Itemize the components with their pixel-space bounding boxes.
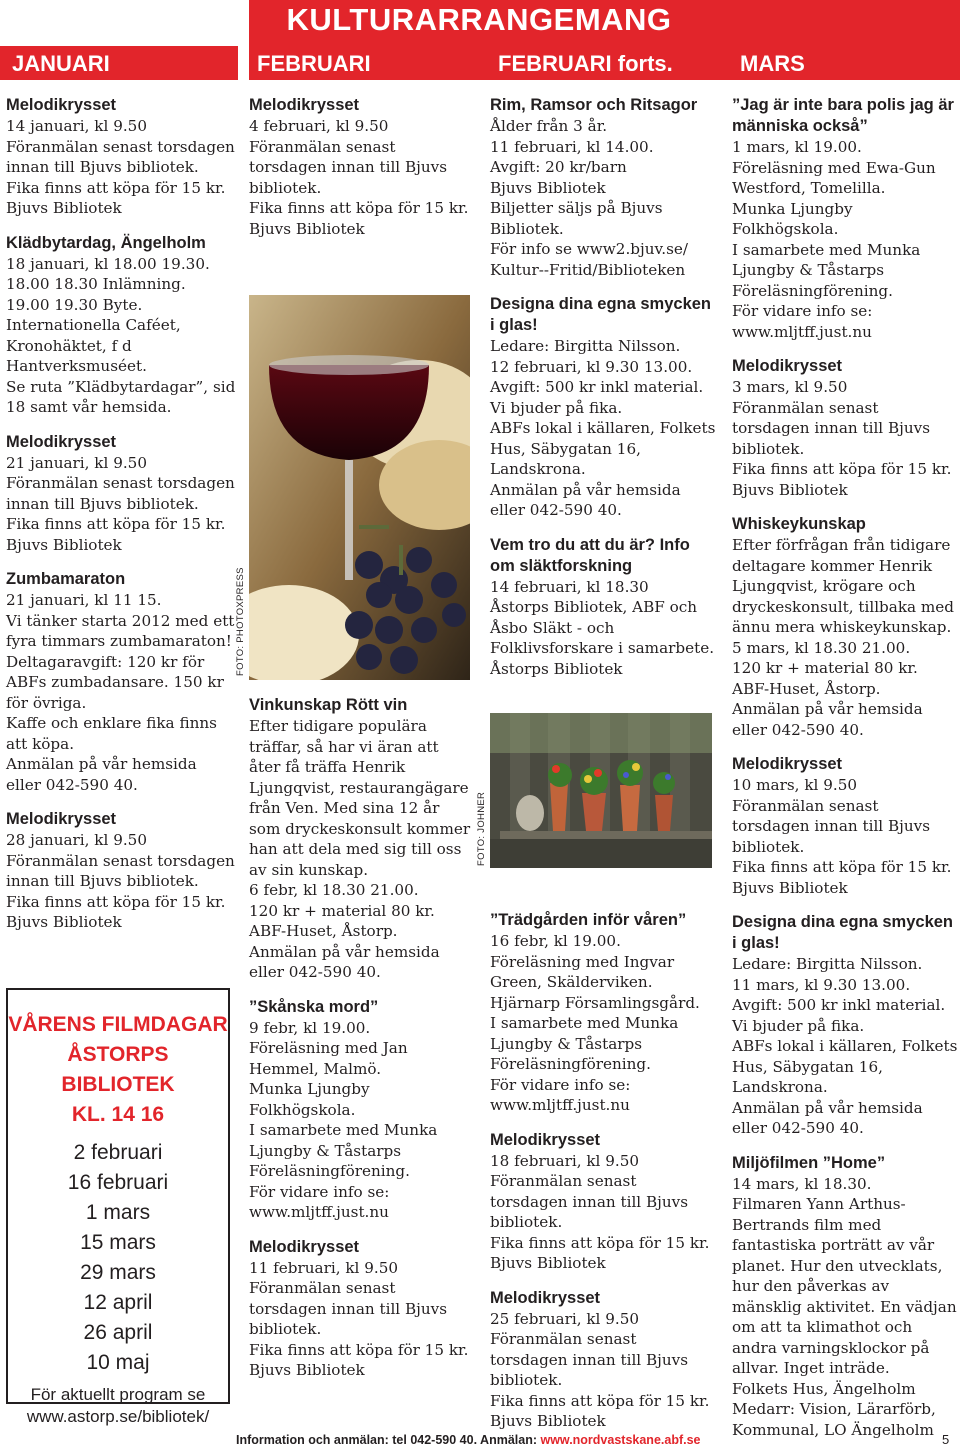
filmdagar-dates bbox=[8, 1138, 228, 1378]
event-detail-line: För vidare info se: bbox=[249, 1182, 390, 1201]
event-entry bbox=[6, 233, 236, 418]
event-detail-line: ABFs lokal i källaren, Folkets Hus, Säbygatan 16, Landskrona. bbox=[490, 419, 716, 478]
event-detail-line: Föranmälan senast torsdagen innan till Bjuvs bibliotek. bbox=[732, 398, 931, 458]
event-title: Klädbytardag, Ängelholm bbox=[6, 233, 206, 252]
photo-credit-photoxpress: FOTO: PHOTOXPRESS bbox=[235, 567, 246, 676]
event-detail-line: Munka Ljungby Folkhögskola. bbox=[249, 1080, 370, 1119]
film-date: 15 mars bbox=[80, 1231, 156, 1254]
event-title: Rim, Ramsor och Ritsagor bbox=[490, 96, 698, 114]
event-detail-line: Bjuvs Bibliotek bbox=[6, 199, 122, 217]
event-detail-line: 9 febr, kl 19.00. bbox=[249, 1018, 371, 1037]
event-detail-line: www.mljtff.just.nu bbox=[490, 1096, 630, 1114]
event-title: Zumbamaraton bbox=[6, 570, 126, 588]
column-februari-top bbox=[249, 95, 474, 253]
event-detail-line: 14 mars, kl 18.30. bbox=[732, 1174, 872, 1193]
event-detail-line: www.mljtff.just.nu bbox=[732, 322, 872, 341]
event-detail-line: Fika finns att köpa för 15 kr. bbox=[6, 515, 226, 533]
event-title: Melodikrysset bbox=[732, 755, 843, 773]
event-title: Melodikrysset bbox=[249, 1237, 360, 1256]
event-detail-line: Föreläsning med Ingvar Green, Skälderviken. bbox=[490, 952, 675, 991]
event-entry bbox=[6, 432, 236, 556]
event-entry bbox=[732, 356, 958, 500]
event-detail-line: Anmälan på vår hemsida eller 042-590 40. bbox=[490, 480, 681, 519]
event-detail-line: 120 kr + material 80 kr. bbox=[249, 901, 435, 920]
event-title: ”Jag är inte bara polis jag är människa också” bbox=[732, 96, 954, 135]
event-title: ”Skånska mord” bbox=[249, 997, 379, 1016]
event-detail-line: Anmälan på vår hemsida eller 042-590 40. bbox=[732, 1098, 923, 1137]
event-detail-line: Fika finns att köpa för 15 kr. bbox=[732, 460, 952, 478]
event-detail-line: www.mljtff.just.nu bbox=[249, 1203, 389, 1221]
column-februari-forts-bottom bbox=[490, 910, 718, 1446]
event-detail-line: 18 januari, kl 18.00 19.30. bbox=[6, 254, 210, 273]
event-detail-line: 11 februari, kl 9.50 bbox=[249, 1258, 399, 1277]
event-title: ”Trädgården inför våren” bbox=[490, 911, 687, 929]
film-date: 26 april bbox=[83, 1321, 153, 1344]
event-entry bbox=[249, 695, 474, 983]
event-entry bbox=[732, 912, 958, 1139]
footer-info bbox=[236, 1433, 701, 1447]
event-entry bbox=[490, 1288, 718, 1432]
event-entry bbox=[249, 997, 474, 1223]
event-detail-line: 12 februari, kl 9.30 13.00. bbox=[490, 357, 693, 376]
event-entry bbox=[6, 809, 236, 933]
event-detail-line: 28 januari, kl 9.50 bbox=[6, 831, 148, 849]
event-detail-line: 21 januari, kl 9.50 bbox=[6, 453, 148, 472]
event-detail-line: Fika finns att köpa för 15 kr. bbox=[249, 199, 469, 217]
column-januari bbox=[6, 95, 236, 947]
event-detail-line: Deltagaravgift: 120 kr för ABFs zumbadansare. 150 kr för övriga. bbox=[6, 652, 224, 712]
event-detail-line: Föranmälan senast torsdagen innan till Bjuvs bibliotek. bbox=[6, 137, 235, 176]
event-detail-line: Fika finns att köpa för 15 kr. bbox=[6, 178, 226, 197]
event-detail-line: Vi bjuder på fika. bbox=[490, 398, 623, 417]
event-detail-line: Ledare: Birgitta Nilsson. bbox=[732, 955, 923, 973]
event-title: Vinkunskap Rött vin bbox=[249, 696, 408, 714]
photo-credit-johner: FOTO: JOHNER bbox=[476, 791, 487, 866]
event-detail-line: 18.00 18.30 Inlämning. bbox=[6, 275, 186, 293]
event-entry bbox=[732, 95, 958, 342]
event-detail-line: ABFs lokal i källaren, Folkets Hus, Säbygatan 16, Landskrona. bbox=[732, 1037, 958, 1096]
event-detail-line: Biljetter säljs på Bjuvs Bibliotek. bbox=[490, 199, 663, 238]
month-label-februari: FEBRUARI bbox=[257, 51, 371, 76]
event-detail-line: Fika finns att köpa för 15 kr. bbox=[732, 858, 952, 876]
film-date: 10 maj bbox=[86, 1351, 150, 1374]
event-entry bbox=[249, 1237, 474, 1381]
event-detail-line: 14 januari, kl 9.50 bbox=[6, 117, 148, 135]
event-entry bbox=[490, 1130, 718, 1274]
event-title: Melodikrysset bbox=[6, 810, 117, 828]
event-detail-line: Bjuvs Bibliotek bbox=[732, 480, 848, 499]
event-title: Melodikrysset bbox=[732, 357, 843, 375]
event-title: Miljöfilmen ”Home” bbox=[732, 1153, 886, 1172]
event-detail-line: I samarbete med Munka Ljungby & Tåstarps Föreläsningförening. bbox=[490, 1014, 679, 1073]
event-detail-line: Vi bjuder på fika. bbox=[732, 1016, 865, 1035]
event-detail-line: Bjuvs Bibliotek bbox=[490, 1412, 606, 1430]
event-detail-line: 11 februari, kl 14.00. bbox=[490, 137, 654, 156]
event-detail-line: Avgift: 20 kr/barn bbox=[490, 158, 627, 176]
event-detail-line: Fika finns att köpa för 15 kr. bbox=[490, 1391, 710, 1410]
event-entry bbox=[732, 514, 958, 740]
month-label-januari: JANUARI bbox=[0, 46, 238, 80]
event-detail-line: Anmälan på vår hemsida eller 042-590 40. bbox=[249, 942, 440, 981]
footer-text: Information och anmälan: tel 042-590 40. Anmälan: bbox=[236, 1433, 541, 1447]
event-detail-line: Vi tänker starta 2012 med ett fyra timmars zumbamaraton! bbox=[6, 611, 235, 650]
event-detail-line: Föranmälan senast torsdagen innan till Bjuvs bibliotek. bbox=[6, 851, 235, 890]
event-detail-line: I samarbete med Munka Ljungby & Tåstarps Föreläsningförening. bbox=[732, 240, 921, 300]
event-detail-line: 1 mars, kl 19.00. bbox=[732, 138, 862, 156]
column-mars bbox=[732, 95, 958, 1454]
event-detail-line: Medarr: Vision, Lärarförb, Kommunal, LO Ängelholm bbox=[732, 1400, 936, 1439]
event-title: Melodikrysset bbox=[249, 96, 360, 114]
month-label-februari-forts: FEBRUARI forts. bbox=[498, 51, 673, 76]
event-detail-line: Bjuvs Bibliotek bbox=[6, 535, 122, 554]
event-title: Melodikrysset bbox=[490, 1288, 601, 1307]
filmdagar-venue: ÅSTORPS BIBLIOTEK bbox=[61, 1043, 175, 1096]
event-title: Melodikrysset bbox=[6, 96, 117, 114]
event-detail-line: För vidare info se: bbox=[732, 302, 873, 320]
event-detail-line: ABF-Huset, Åstorp. bbox=[732, 679, 881, 698]
event-detail-line: Kaffe och enklare fika finns att köpa. bbox=[6, 714, 217, 753]
event-detail-line: 10 mars, kl 9.50 bbox=[732, 776, 858, 794]
event-title: Vem tro du att du är? Info om släktforskning bbox=[490, 535, 690, 575]
event-title: Melodikrysset bbox=[6, 432, 117, 451]
event-entry bbox=[490, 95, 718, 280]
film-date: 29 mars bbox=[80, 1261, 156, 1284]
event-detail-line: Föranmälan senast torsdagen innan till Bjuvs bibliotek. bbox=[6, 474, 235, 513]
event-detail-line: 4 februari, kl 9.50 bbox=[249, 117, 389, 135]
event-detail-line: 16 febr, kl 19.00. bbox=[490, 932, 621, 950]
event-detail-line: 21 januari, kl 11 15. bbox=[6, 591, 162, 609]
event-detail-line: Bjuvs Bibliotek bbox=[490, 178, 606, 197]
wine-photo bbox=[249, 295, 470, 680]
month-label-mars: MARS bbox=[740, 51, 805, 76]
event-detail-line: Föranmälan senast torsdagen innan till Bjuvs bibliotek. bbox=[490, 1172, 689, 1231]
event-entry bbox=[490, 535, 718, 680]
event-detail-line: 5 mars, kl 18.30 21.00. bbox=[732, 638, 911, 657]
page-number: 5 bbox=[942, 1432, 950, 1447]
event-detail-line: Munka Ljungby Folkhögskola. bbox=[732, 199, 853, 238]
event-detail-line: Bjuvs Bibliotek bbox=[732, 878, 848, 897]
filmdagar-box bbox=[6, 988, 230, 1426]
event-entry bbox=[6, 95, 236, 219]
event-detail-line: Efter tidigare populära träffar, så har vi äran att åter få träffa Henrik Ljungqvist, restaurangägare från Ven. Med sina 12 år som dryckeskonsult kommer han att dela med sig till oss av sin kunskap. bbox=[249, 717, 471, 879]
event-entry bbox=[732, 1153, 958, 1441]
event-detail-line: Fika finns att köpa för 15 kr. bbox=[490, 1233, 710, 1252]
event-detail-line: Se ruta ”Klädbytardagar”, sid 18 samt vår hemsida. bbox=[6, 377, 236, 416]
event-detail-line: ABF-Huset, Åstorp. bbox=[249, 922, 398, 940]
event-detail-line: Bjuvs Bibliotek bbox=[249, 219, 365, 238]
event-detail-line: Föranmälan senast torsdagen innan till Bjuvs bibliotek. bbox=[490, 1330, 689, 1389]
event-detail-line: Hjärnarp Församlingsgård. bbox=[490, 993, 700, 1012]
event-title: Designa dina egna smycken i glas! bbox=[732, 913, 954, 952]
garden-photo bbox=[490, 713, 712, 868]
event-detail-line: Föranmälan senast torsdagen innan till Bjuvs bibliotek. bbox=[249, 1279, 448, 1338]
event-detail-line: Internationella Caféet, Kronohäktet, f d Hantverksmuséet. bbox=[6, 316, 181, 375]
event-detail-line: Anmälan på vår hemsida eller 042-590 40. bbox=[6, 755, 197, 794]
column-februari-forts-top bbox=[490, 95, 718, 693]
event-detail-line: I samarbete med Munka Ljungby & Tåstarps Föreläsningförening. bbox=[249, 1121, 438, 1180]
event-entry bbox=[732, 754, 958, 898]
event-entry bbox=[490, 294, 718, 521]
event-detail-line: Ledare: Birgitta Nilsson. bbox=[490, 337, 681, 355]
event-detail-line: Fika finns att köpa för 15 kr. bbox=[249, 1340, 469, 1359]
event-detail-line: Bjuvs Bibliotek bbox=[249, 1361, 365, 1379]
event-detail-line: För vidare info se: bbox=[490, 1075, 631, 1094]
event-detail-line: Ålder från 3 år. bbox=[490, 117, 608, 135]
film-date: 1 mars bbox=[85, 1201, 151, 1224]
event-detail-line: Åstorps Bibliotek, ABF och Åsbo Släkt - och Folklivsforskare i samarbete. bbox=[490, 598, 715, 657]
event-title: Melodikrysset bbox=[490, 1130, 601, 1149]
event-detail-line: För info se www2.bjuv.se/ Kultur--Fritid/Biblioteken bbox=[490, 240, 688, 279]
event-detail-line: Anmälan på vår hemsida eller 042-590 40. bbox=[732, 700, 923, 739]
event-detail-line: Åstorps Bibliotek bbox=[490, 659, 623, 678]
event-entry bbox=[6, 569, 236, 795]
event-detail-line: Föreläsning med Ewa-Gun Westford, Tomelilla. bbox=[732, 158, 936, 197]
event-detail-line: Bjuvs Bibliotek bbox=[6, 913, 122, 931]
event-title: Whiskeykunskap bbox=[732, 515, 866, 533]
event-detail-line: Folkets Hus, Ängelholm bbox=[732, 1379, 916, 1398]
event-detail-line: Föreläsning med Jan Hemmel, Malmö. bbox=[249, 1039, 408, 1078]
event-detail-line: Efter förfrågan från tidigare deltagare kommer Henrik Ljungqvist, krögare och dryckeskonsult, tillbaka med ännu mera whiskeykunskap. bbox=[732, 536, 955, 636]
event-detail-line: Filmaren Yann Arthus-Bertrands film med fantastiska porträtt av vår planet. Hur den utvecklats, hur den påverkas av mänsklig aktivitet. En vädjan om att ta klimathot och andra varningsklockor på allvar. Inget inträde. bbox=[732, 1195, 957, 1377]
event-detail-line: Avgift: 500 kr inkl material. bbox=[490, 378, 704, 396]
column-februari-bottom bbox=[249, 695, 474, 1395]
event-detail-line: Föranmälan senast torsdagen innan till Bjuvs bibliotek. bbox=[732, 796, 931, 856]
event-detail-line: 120 kr + material 80 kr. bbox=[732, 659, 918, 677]
event-detail-line: 19.00 19.30 Byte. bbox=[6, 295, 143, 314]
event-detail-line: Fika finns att köpa för 15 kr. bbox=[6, 892, 226, 911]
event-detail-line: 6 febr, kl 18.30 21.00. bbox=[249, 881, 419, 899]
event-title: Designa dina egna smycken i glas! bbox=[490, 295, 712, 334]
event-detail-line: 14 februari, kl 18.30 bbox=[490, 577, 649, 596]
filmdagar-footer: För aktuellt program se www.astorp.se/bibliotek/ bbox=[26, 1385, 210, 1426]
event-detail-line: 3 mars, kl 9.50 bbox=[732, 378, 848, 396]
event-detail-line: Föranmälan senast torsdagen innan till Bjuvs bibliotek. bbox=[249, 137, 448, 197]
filmdagar-time: KL. 14 16 bbox=[71, 1103, 165, 1126]
filmdagar-title: VÅRENS FILMDAGAR bbox=[8, 1013, 228, 1036]
event-entry bbox=[249, 95, 474, 239]
event-detail-line: 25 februari, kl 9.50 bbox=[490, 1309, 640, 1328]
film-date: 2 februari bbox=[73, 1141, 163, 1164]
page-title: KULTURARRANGEMANG bbox=[286, 2, 672, 37]
event-detail-line: 11 mars, kl 9.30 13.00. bbox=[732, 975, 911, 994]
event-detail-line: Bjuvs Bibliotek bbox=[490, 1254, 606, 1272]
event-detail-line: 18 februari, kl 9.50 bbox=[490, 1151, 640, 1170]
event-entry bbox=[490, 910, 718, 1116]
film-date: 12 april bbox=[83, 1291, 153, 1314]
film-date: 16 februari bbox=[67, 1171, 169, 1194]
event-detail-line: Avgift: 500 kr inkl material. bbox=[732, 996, 946, 1014]
footer-website-link[interactable]: www.nordvastskane.abf.se bbox=[540, 1433, 701, 1447]
